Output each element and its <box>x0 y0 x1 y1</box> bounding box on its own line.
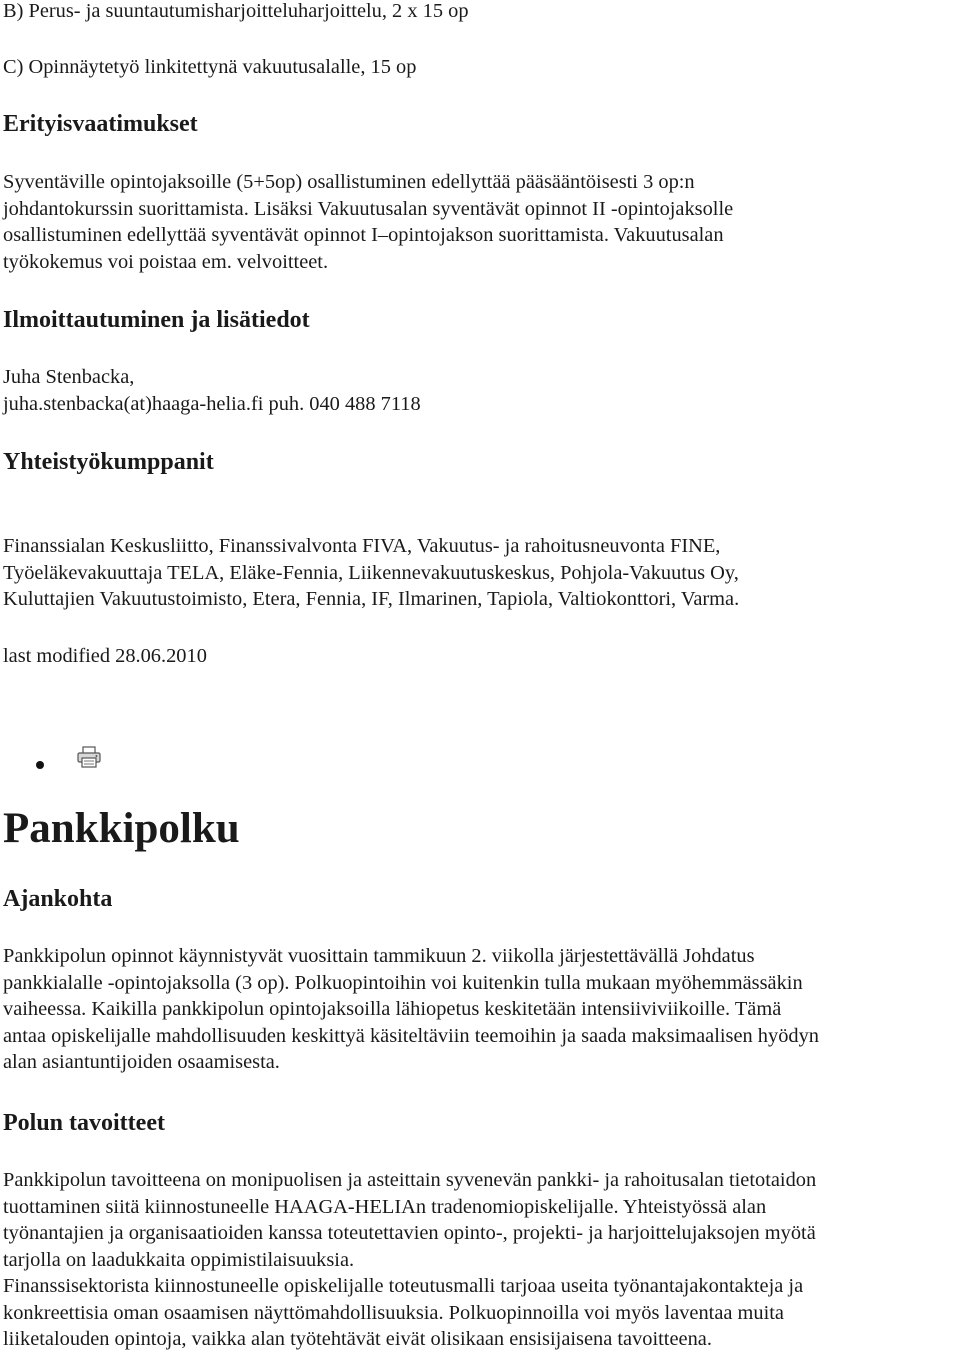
printer-icon[interactable] <box>76 746 102 768</box>
contact-block <box>3 364 421 417</box>
erityisvaatimukset-heading: Erityisvaatimukset <box>3 111 198 137</box>
paragraph-line: Pankkipolun tavoitteena on monipuolisen ja asteittain syvenevän pankki- ja rahoitusalan tietotaidon <box>3 1169 817 1191</box>
option-b-line: B) Perus- ja suuntautumisharjoitteluharjoittelu, 2 x 15 op <box>3 0 469 22</box>
paragraph-line: antaa opiskelijalle mahdollisuuden keskittyä käsiteltäviin teemoihin ja saada maksimaalisen hyödyn <box>3 1024 819 1047</box>
paragraph-line: Finanssialan Keskusliitto, Finanssivalvonta FIVA, Vakuutus- ja rahoitusneuvonta FINE, <box>3 535 721 557</box>
paragraph-line: Työeläkevakuuttaja TELA, Eläke-Fennia, Liikennevakuutuskeskus, Pohjola-Vakuutus Oy, <box>3 561 739 584</box>
paragraph-line: tuottaminen siitä kiinnostuneelle HAAGA-HELIAn tradenomiopiskelijalle. Yhteistyössä alan <box>3 1195 767 1218</box>
option-c-line: C) Opinnäytetyö linkitettynä vakuutusalalle, 15 op <box>3 56 417 78</box>
paragraph-line: Pankkipolun opinnot käynnistyvät vuosittain tammikuun 2. viikolla järjestettävällä Johdatus <box>3 945 755 967</box>
paragraph-line: Syventäville opintojaksoille (5+5op) osallistuminen edellyttää pääsääntöisesti 3 op:n <box>3 171 695 193</box>
last-modified: last modified 28.06.2010 <box>3 645 207 667</box>
contact-name: Juha Stenbacka, <box>3 366 135 388</box>
paragraph-line: johdantokurssin suorittamista. Lisäksi Vakuutusalan syventävät opinnot II -opintojaksolle <box>3 197 734 220</box>
erityisvaatimukset-paragraph <box>3 169 733 275</box>
ajankohta-paragraph <box>3 943 819 1076</box>
paragraph-line: konkreettisia oman osaamisen näyttömahdollisuuksia. Polkuopinnoilla voi myös laventaa muita <box>3 1301 784 1324</box>
paragraph-line: liiketalouden opintoja, vaikka alan työtehtävät eivät olisikaan ensisijaisena tavoitteena. <box>3 1328 712 1350</box>
partners-paragraph <box>3 533 739 613</box>
pankkipolku-title: Pankkipolku <box>3 805 240 852</box>
print-list-item <box>3 742 203 778</box>
ilmoittautuminen-heading: Ilmoittautuminen ja lisätiedot <box>3 307 310 333</box>
paragraph-line: pankkialalle -opintojaksolla (3 op). Polkuopintoihin voi kuitenkin tulla mukaan myöhemmässäkin <box>3 971 803 994</box>
paragraph-line: Kuluttajien Vakuutustoimisto, Etera, Fennia, IF, Ilmarinen, Tapiola, Valtiokonttori, Varma. <box>3 588 740 610</box>
paragraph-line: työkokemus voi poistaa em. velvoitteet. <box>3 250 329 273</box>
tavoitteet-heading: Polun tavoitteet <box>3 1110 165 1136</box>
contact-details: juha.stenbacka(at)haaga-helia.fi puh. 040 488 7118 <box>3 392 421 415</box>
tavoitteet-paragraph <box>3 1167 816 1353</box>
paragraph-line: tarjolla on laadukkaita oppimistilaisuuksia. <box>3 1248 355 1271</box>
bullet-marker <box>36 761 44 769</box>
yhteistyokumppanit-heading: Yhteistyökumppanit <box>3 449 214 475</box>
paragraph-line: Finanssisektorista kiinnostuneelle opiskelijalle toteutusmalli tarjoaa useita työnantajakontakteja ja <box>3 1275 804 1297</box>
paragraph-line: vaiheessa. Kaikilla pankkipolun opintojaksoilla lähiopetus keskitetään intensiiviviikoille. Tämä <box>3 998 782 1020</box>
ajankohta-heading: Ajankohta <box>3 886 113 912</box>
paragraph-line: alan asiantuntijoiden osaamisesta. <box>3 1051 280 1073</box>
paragraph-line: osallistuminen edellyttää syventävät opinnot I–opintojakson suorittamista. Vakuutusalan <box>3 224 724 246</box>
paragraph-line: työnantajien ja organisaatioiden kanssa toteutettavien opinto-, projekti- ja harjoittelujaksojen myötä <box>3 1222 816 1244</box>
